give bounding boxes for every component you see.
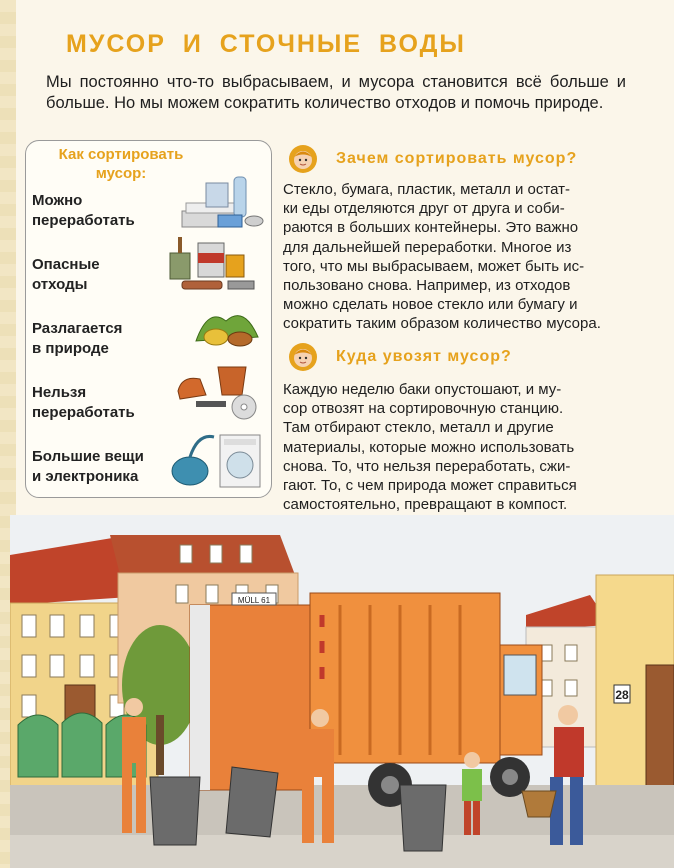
section-text-why-sort: Стекло, бумага, пластик, металл и остат- ки еды отделяются друг от друга и соби- раются в больших контейнеры. Это важно для дальнейшей переработки. Многое из того, что мы выбрасываем, может быть ис- пользовано снова. Например, из отходов можно сделать новое стекло или бумагу и сократить таким образом количество мусора. bbox=[283, 181, 601, 333]
category-non-recyclable: Нельзя переработать bbox=[32, 384, 135, 421]
section-title-why-sort: Зачем сортировать мусор? bbox=[336, 150, 578, 167]
category-recyclable: Можно переработать bbox=[32, 192, 135, 229]
paper-glass-pile-icon bbox=[176, 173, 266, 241]
category-compostable: Разлагается в природе bbox=[32, 320, 123, 357]
page-title: МУСОР И СТОЧНЫЕ ВОДЫ bbox=[66, 30, 466, 58]
house-number: 28 bbox=[615, 688, 629, 702]
section-text-where-taken: Каждую неделю баки опустошают, и му- сор отвозят на сортировочную станцию. Там отбирают стекло, металл и другие материалы, которые можно использовать снова. То, что нельзя переработать, сжи- гают. То, с чем природа может справиться самостоятельно, превращают в компост. bbox=[283, 381, 577, 514]
pot-shoe-cd-icon bbox=[172, 361, 266, 423]
garbage-truck-street-scene bbox=[10, 515, 674, 868]
category-bulky-electronics: Большие вещи и электроника bbox=[32, 448, 144, 485]
section-title-where-taken: Куда увозят мусор? bbox=[336, 348, 512, 365]
vacuum-washer-icon bbox=[168, 427, 266, 491]
sorting-guide-heading: Как сортировать мусор: bbox=[58, 146, 184, 182]
food-scraps-icon bbox=[186, 301, 266, 353]
paint-cans-batteries-icon bbox=[164, 233, 264, 295]
girl-face-icon bbox=[288, 144, 318, 174]
sorting-guide-box bbox=[25, 140, 272, 498]
girl-face-icon bbox=[288, 342, 318, 372]
truck-sign: MÜLL 61 bbox=[237, 596, 271, 605]
intro-paragraph: Мы постоянно что-то выбрасываем, и мусора становится всё больше и больше. Но мы можем сократить количество отходов и помочь природе. bbox=[46, 73, 626, 112]
category-hazardous: Опасные отходы bbox=[32, 256, 100, 293]
